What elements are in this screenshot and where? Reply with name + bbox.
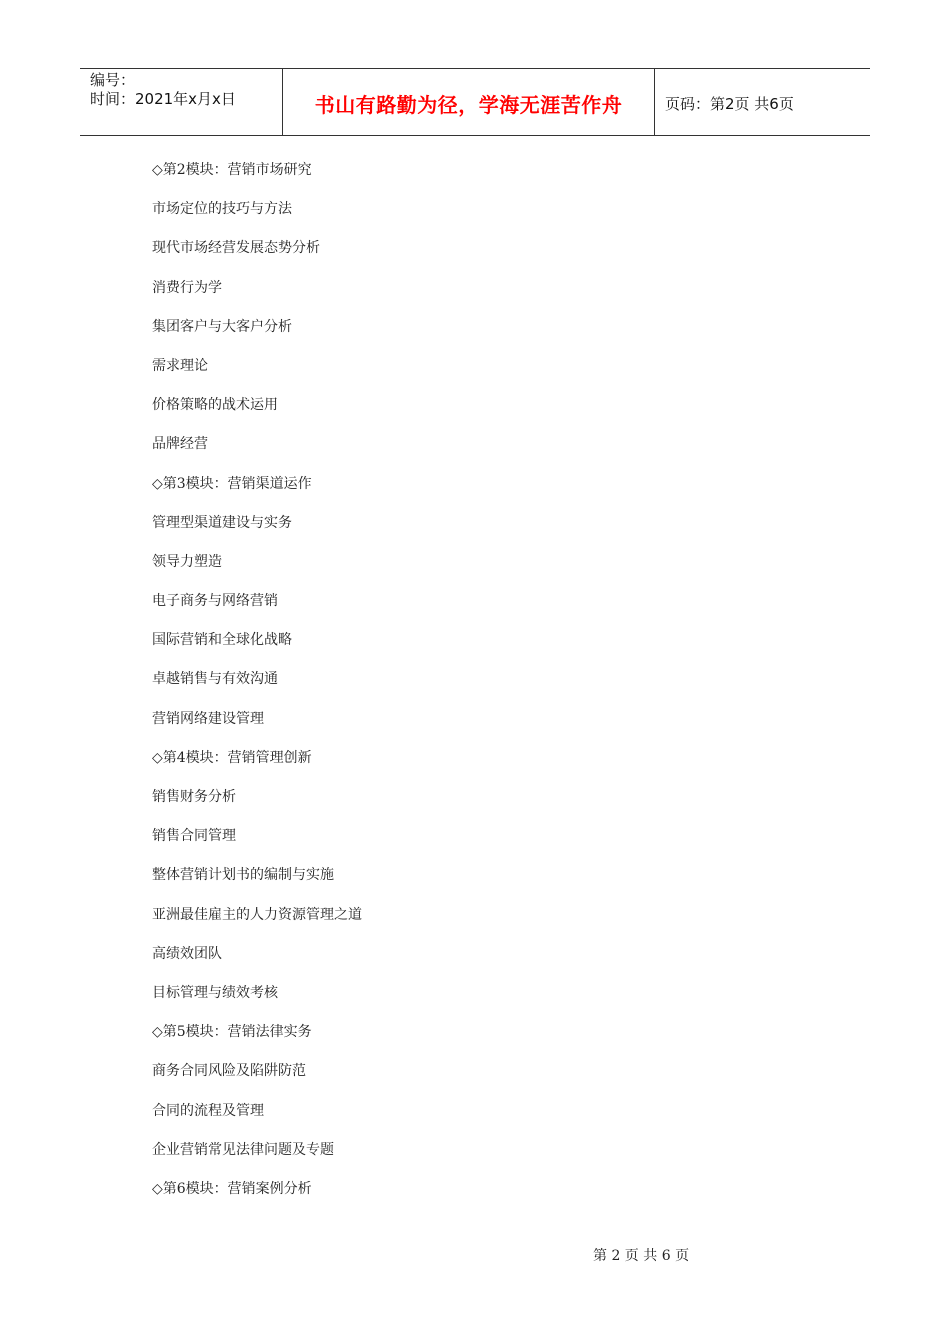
list-item: 销售财务分析 [152,789,236,805]
list-item: 消费行为学 [152,279,222,296]
list-item: 目标管理与绩效考核 [152,984,278,1001]
list-item: 需求理论 [152,357,208,374]
list-item: 价格策略的战术运用 [152,397,278,414]
module-heading-6: ◇第6模块：营销案例分析 [152,1180,312,1197]
list-item: 合同的流程及管理 [152,1102,264,1119]
list-item: 电子商务与网络营销 [152,593,278,610]
module-heading-2: ◇第2模块：营销市场研究 [152,162,312,178]
document-date: 时间：2021年x月x日 [90,90,236,108]
header-page-info: 页码：第2页 共6页 [665,94,794,113]
list-item: 管理型渠道建设与实务 [152,514,292,531]
list-item: 销售合同管理 [152,828,236,845]
list-item: 高绩效团队 [152,945,222,962]
module-heading-4: ◇第4模块：营销管理创新 [152,749,312,766]
list-item: 整体营销计划书的编制与实施 [152,867,334,884]
list-item: 企业营销常见法律问题及专题 [152,1141,334,1158]
list-item: 营销网络建设管理 [152,710,264,727]
list-item: 集团客户与大客户分析 [152,318,292,335]
list-item: 国际营销和全球化战略 [152,632,292,649]
header-motto: 书山有路勤为径，学海无涯苦作舟 [314,92,623,117]
page-footer: 第 2 页 共 6 页 [593,1248,690,1264]
page-header [80,68,870,136]
list-item: 现代市场经营发展态势分析 [152,240,320,257]
list-item: 卓越销售与有效沟通 [152,671,278,688]
document-number-label: 编号： [90,71,136,89]
list-item: 品牌经营 [152,436,208,453]
module-heading-3: ◇第3模块：营销渠道运作 [152,475,312,492]
header-motto-cell [282,69,655,135]
header-meta [80,69,282,135]
list-item: 商务合同风险及陷阱防范 [152,1063,306,1080]
module-heading-5: ◇第5模块：营销法律实务 [152,1024,312,1041]
list-item: 市场定位的技巧与方法 [152,201,292,218]
list-item: 领导力塑造 [152,553,222,570]
document-body [152,159,852,1217]
list-item: 亚洲最佳雇主的人力资源管理之道 [152,906,362,923]
